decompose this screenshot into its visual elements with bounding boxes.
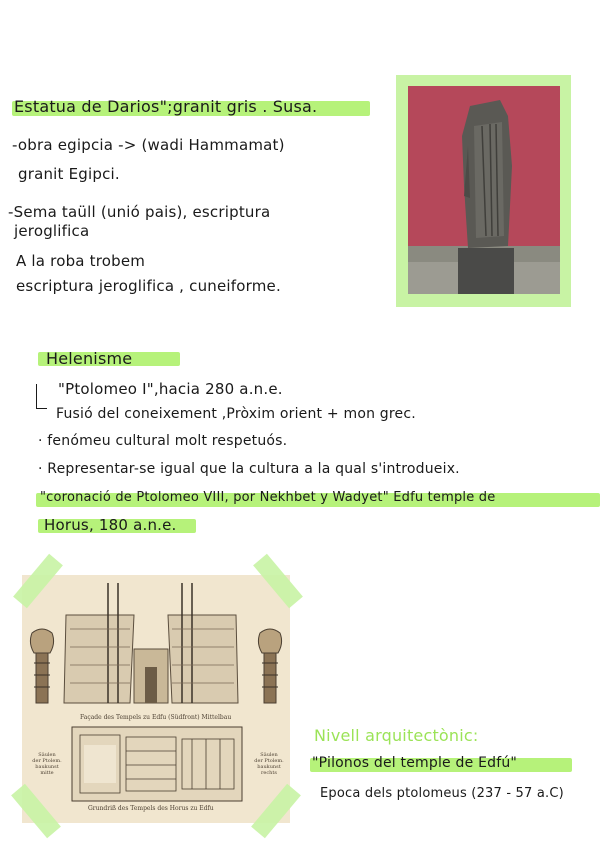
note-line: jeroglifica: [14, 222, 90, 240]
bracket-mark: [36, 384, 47, 409]
note-line: Fusió del coneixement ,Pròxim orient + mon grec.: [56, 406, 416, 422]
architecture-title: Nivell arquitectònic:: [314, 726, 479, 745]
note-line: "Ptolomeo I",hacia 280 a.n.e.: [58, 380, 283, 398]
note-line: escriptura jeroglifica , cuneiforme.: [16, 277, 281, 295]
note-line: Horus, 180 a.n.e.: [44, 516, 177, 534]
engraving-caption-top: Façade des Tempels zu Edfu (Südfront) Mittelbau: [80, 714, 232, 721]
statue-title: Estatua de Darios";granit gris . Susa.: [14, 97, 318, 116]
engraving-left-label: Säulen der Ptolem. baukunst mitte: [32, 752, 62, 776]
note-line: A la roba trobem: [16, 252, 146, 270]
note-line: -obra egipcia -> (wadi Hammamat): [12, 136, 285, 154]
statue-photo: [408, 86, 560, 294]
note-line: "coronació de Ptolomeo VIII, por Nekhbet y Wadyet" Edfu temple de: [40, 490, 496, 505]
helenisme-title: Helenisme: [46, 349, 133, 368]
note-line: Epoca dels ptolomeus (237 - 57 a.C): [320, 786, 564, 801]
engraving-right-label: Säulen der Ptolem. baukunst rechts: [254, 752, 284, 776]
edfu-engraving: [22, 575, 290, 823]
engraving-caption-bottom: Grundriß des Tempels des Horus zu Edfu: [88, 805, 214, 812]
note-line: "Pilonos del temple de Edfú": [312, 755, 518, 771]
note-line: granit Egipci.: [18, 165, 120, 183]
note-line: · fenómeu cultural molt respetuós.: [38, 433, 288, 449]
note-line: -Sema taüll (unió pais), escriptura: [8, 203, 271, 221]
note-line: · Representar-se igual que la cultura a la qual s'introdueix.: [38, 461, 460, 477]
